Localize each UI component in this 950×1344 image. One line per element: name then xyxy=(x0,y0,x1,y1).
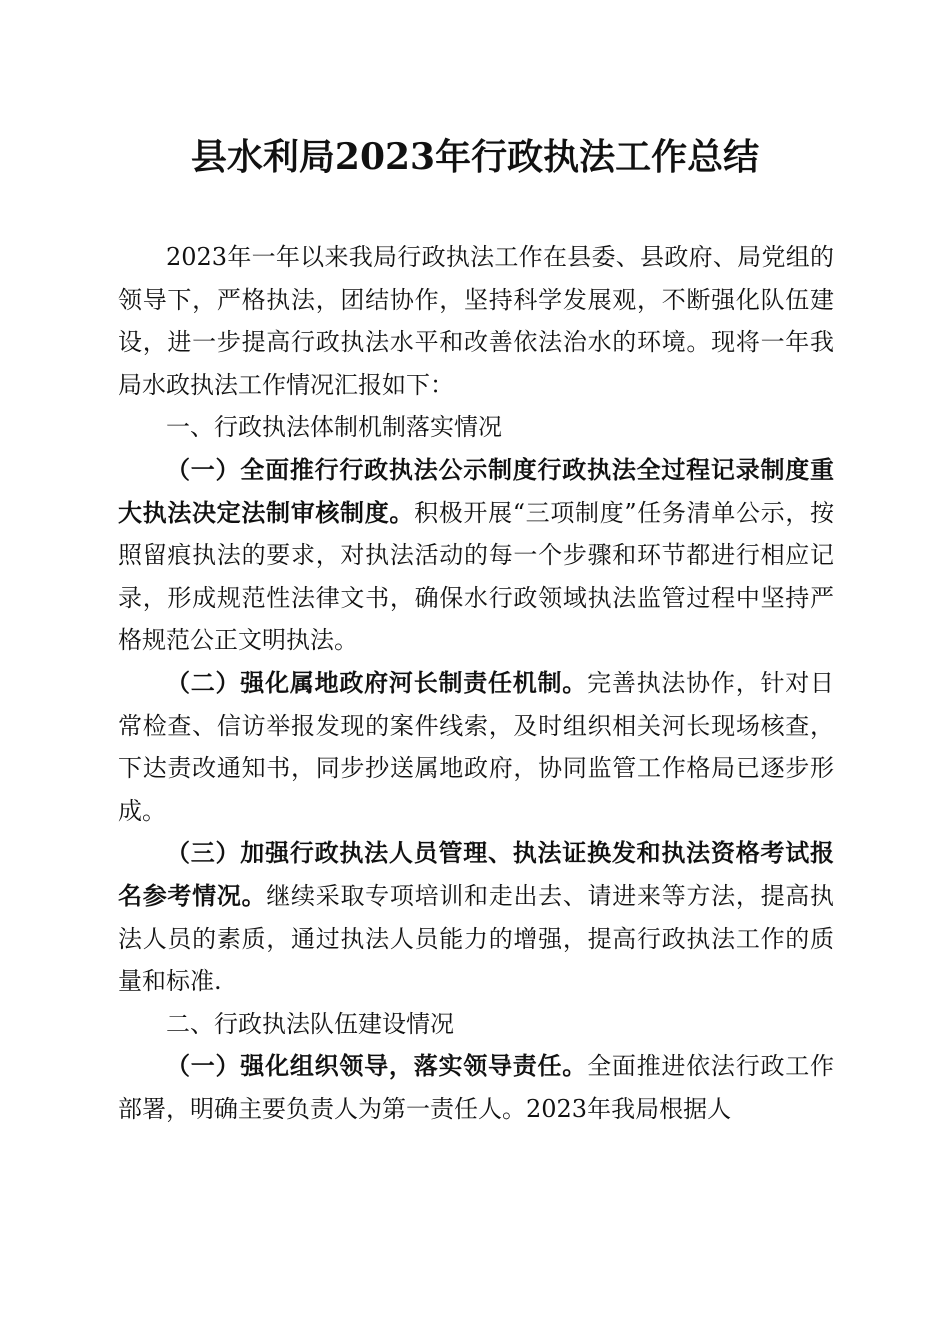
paragraph-text: 完善执法协作，针对日常检查、信访举报发现的案件线索，及时组织相关河长现场核查，下达责改通知书，同步抄送属地政府，协同监管工作格局已逐步形成。 xyxy=(118,668,835,825)
paragraph-lead: （一）强化组织领导，落实领导责任。 xyxy=(166,1052,588,1081)
intro-paragraph: 2023年一年以来我局行政执法工作在县委、县政府、局党组的领导下，严格执法，团结协作，坚持科学发展观，不断强化队伍建设，进一步提高行政执法水平和改善依法治水的环境。现将一年我局水政执法工作情况汇报如下： xyxy=(118,243,834,399)
paragraph-lead: （一）全面推行行政执法公示制度行政执法全过程记录制度重大执法决定法制审核制度。 xyxy=(118,455,834,527)
paragraph-text: 全面推进依法行政工作部署，明确主要负责人为第一责任人。2023年我局根据人 xyxy=(118,1052,835,1123)
paragraph-lead: （二）强化属地政府河长制责任机制。 xyxy=(166,668,588,697)
paragraph-1-2 xyxy=(118,662,834,832)
paragraph-lead: （三）加强行政执法人员管理、执法证换发和执法资格考试报名参考情况。 xyxy=(118,839,834,910)
document-body xyxy=(118,236,834,1130)
section-heading-2: 二、行政执法队伍建设情况 xyxy=(166,1009,454,1038)
paragraph-1-3 xyxy=(118,832,834,1002)
paragraph-1-1 xyxy=(118,449,834,662)
section-heading-1: 一、行政执法体制机制落实情况 xyxy=(166,413,502,442)
document-title: 县水利局2023年行政执法工作总结 xyxy=(190,136,760,178)
paragraph-2-1 xyxy=(118,1045,834,1130)
paragraph-text: 继续采取专项培训和走出去、请进来等方法，提高执法人员的素质，通过执法人员能力的增强，提高行政执法工作的质量和标准. xyxy=(118,881,835,996)
paragraph-text: 积极开展“三项制度”任务清单公示，按照留痕执法的要求，对执法活动的每一个步骤和环节都进行相应记录，形成规范性法律文书，确保水行政领域执法监管过程中坚持严格规范公正文明执法。 xyxy=(118,498,835,655)
